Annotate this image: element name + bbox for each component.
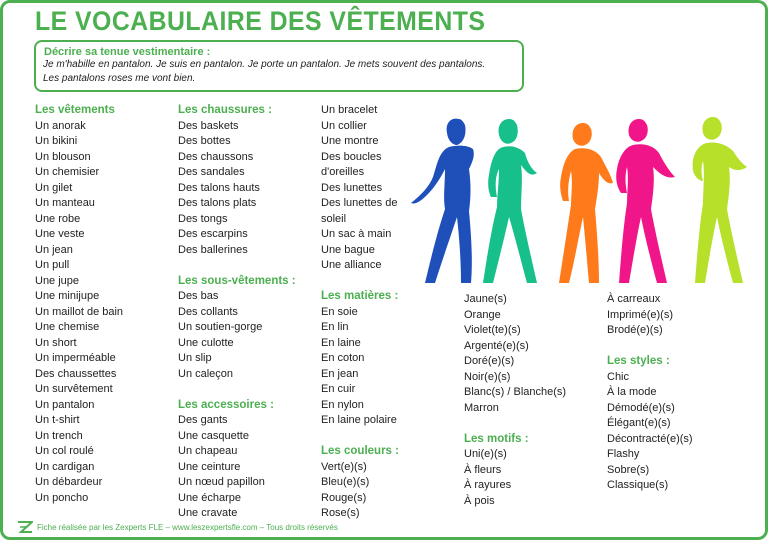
vocab-item: Doré(e)(s) (464, 355, 515, 367)
vocab-item: Un trench (35, 429, 83, 442)
zexperts-logo-icon (17, 520, 33, 534)
vocab-item: Rose(s) (321, 507, 360, 519)
page-title: LE VOCABULAIRE DES VÊTEMENTS (35, 6, 486, 36)
intro-line: Je m'habille en pantalon. Je suis en pantalon. Je porte un pantalon. Je mets souvent des pantalons. (43, 59, 486, 70)
orange-silhouette (559, 123, 613, 283)
vocab-column-4 (464, 292, 566, 509)
vocab-item: Argenté(e)(s) (464, 339, 529, 352)
vocab-item: Des boucles (321, 150, 382, 163)
vocab-column-5 (607, 292, 693, 494)
vocab-item: Des ballerines (178, 243, 248, 256)
intro-heading: Décrire sa tenue vestimentaire : (44, 46, 211, 58)
vocab-item: Un chemisier (35, 166, 100, 178)
section-heading: Les vêtements (35, 104, 115, 116)
section-heading: Les styles : (607, 355, 670, 367)
vocab-item: Un collier (321, 119, 367, 132)
vocab-item: Jaune(s) (464, 293, 507, 305)
vocab-item: Orange (464, 308, 501, 321)
section-spacer (607, 339, 693, 355)
vocab-item: Des baskets (178, 119, 239, 132)
vocab-item: Un short (35, 336, 77, 349)
vocab-item: Brodé(e)(s) (607, 324, 663, 336)
vocab-item: Sobre(s) (607, 463, 650, 476)
vocab-item: Une cravate (178, 507, 238, 519)
vocab-item: En lin (321, 321, 349, 333)
vocab-item: Marron (464, 401, 499, 414)
section-heading: Les motifs : (464, 432, 529, 445)
vocab-item: Des chaussettes (35, 367, 117, 380)
vocab-item: Bleu(e)(s) (321, 476, 370, 488)
vocab-item: Un sac à main (321, 228, 392, 240)
vocab-item: Blanc(s) / Blanche(s) (464, 386, 567, 398)
vocab-item: Une veste (35, 228, 85, 240)
vocab-column-2 (178, 103, 296, 522)
section-heading: Les couleurs : (321, 445, 399, 457)
vocab-item: Un t-shirt (35, 414, 80, 426)
vocab-item: Un nœud papillon (178, 476, 265, 488)
vocab-item: Des collants (178, 305, 238, 318)
intro-box (34, 40, 524, 92)
vocab-item: Noir(e)(s) (464, 370, 511, 383)
vocab-item: En cuir (321, 383, 356, 395)
vocab-item: À la mode (607, 386, 657, 398)
vocab-item: Des bas (178, 290, 219, 302)
vocab-item: En laine (321, 336, 361, 349)
vocab-item: Des talons hauts (178, 181, 260, 194)
vocab-item: Des chaussons (178, 150, 254, 163)
vocab-item: En laine polaire (321, 414, 397, 426)
vocab-item: Un poncho (35, 491, 89, 504)
vocab-item: Des escarpins (178, 228, 248, 240)
section-heading: Les chaussures : (178, 104, 272, 116)
vocab-column-1 (35, 103, 123, 506)
vocab-item: À fleurs (464, 463, 502, 476)
vocab-item: Des bottes (178, 135, 231, 147)
vocab-item: Une minijupe (35, 290, 100, 302)
footer-credit: Fiche réalisée par les Zexperts FLE – www.leszexpertsfle.com – Tous droits réservés (37, 522, 338, 532)
vocab-item: Des tongs (178, 212, 228, 225)
vocab-item: Un bikini (35, 135, 78, 147)
vocab-item: Une montre (321, 135, 379, 147)
vocab-item: Décontracté(e)(s) (607, 432, 693, 445)
fashion-silhouettes-illustration (391, 113, 761, 288)
vocab-item: Un bracelet (321, 104, 378, 116)
vocab-item: Une robe (35, 212, 81, 225)
vocab-item: Une casquette (178, 429, 249, 442)
vocab-item: En soie (321, 305, 358, 318)
vocab-item: Un gilet (35, 181, 73, 194)
intro-line: Les pantalons roses me vont bien. (43, 73, 196, 84)
vocab-item: À pois (464, 494, 495, 507)
section-heading: Les sous-vêtements : (178, 274, 296, 287)
vocab-item: Des talons plats (178, 197, 257, 209)
vocab-item: Un pantalon (35, 398, 95, 411)
vocab-item: Un débardeur (35, 476, 103, 488)
vocab-column-3 (321, 103, 399, 522)
vocab-item: Un jean (35, 243, 73, 256)
vocab-item: Des lunettes (321, 181, 383, 194)
vocab-item: Violet(te)(s) (464, 324, 521, 336)
footer (17, 520, 338, 534)
vocab-item: Un chapeau (178, 445, 238, 457)
pink-silhouette (616, 119, 675, 283)
vocab-item: Un slip (178, 352, 212, 364)
section-spacer (321, 429, 399, 445)
section-heading: Les accessoires : (178, 398, 274, 411)
lime-silhouette (693, 117, 747, 283)
vocab-item: Un caleçon (178, 367, 234, 380)
vocab-item: Un imperméable (35, 352, 116, 364)
vocab-item: Un cardigan (35, 460, 95, 473)
vocab-item: Vert(e)(s) (321, 460, 367, 473)
vocab-item: Démodé(e)(s) (607, 401, 675, 414)
section-heading: Les matières : (321, 290, 399, 302)
green-silhouette (483, 119, 537, 283)
vocab-item: Un manteau (35, 197, 95, 209)
vocab-item: Des gants (178, 414, 228, 426)
vocab-item: Une ceinture (178, 460, 241, 473)
vocab-item: Un survêtement (35, 383, 113, 395)
vocab-item: Une chemise (35, 321, 100, 333)
vocab-item: Une écharpe (178, 491, 241, 504)
vocab-item: Un anorak (35, 119, 86, 132)
vocab-item: Uni(e)(s) (464, 448, 507, 460)
vocab-item: Un blouson (35, 150, 91, 163)
vocab-item: Un pull (35, 259, 70, 271)
vocab-item: À carreaux (607, 293, 661, 305)
vocab-item: À rayures (464, 479, 512, 491)
vocab-item: En nylon (321, 398, 364, 411)
vocab-item: Imprimé(e)(s) (607, 308, 673, 321)
vocab-item: Un soutien-gorge (178, 321, 263, 333)
vocab-item: En jean (321, 367, 359, 380)
vocab-item: d'oreilles (321, 166, 365, 178)
section-spacer (178, 258, 296, 274)
vocab-item: Une bague (321, 243, 375, 256)
vocab-item: Classique(s) (607, 479, 669, 491)
vocab-item: En coton (321, 352, 365, 364)
section-spacer (321, 274, 399, 290)
vocab-item: Des lunettes de (321, 197, 398, 209)
vocab-item: soleil (321, 212, 347, 225)
vocab-item: Un maillot de bain (35, 305, 124, 318)
vocab-item: Une alliance (321, 259, 382, 271)
vocab-item: Flashy (607, 448, 640, 460)
section-spacer (464, 416, 566, 432)
vocab-item: Une jupe (35, 274, 80, 287)
vocab-item: Élégant(e)(s) (607, 417, 671, 429)
vocab-item: Des sandales (178, 166, 245, 178)
blue-silhouette (411, 119, 474, 283)
vocab-item: Un col roulé (35, 445, 94, 457)
vocab-item: Rouge(s) (321, 491, 367, 504)
vocab-item: Chic (607, 370, 630, 383)
section-spacer (178, 382, 296, 398)
vocab-item: Une culotte (178, 336, 234, 349)
